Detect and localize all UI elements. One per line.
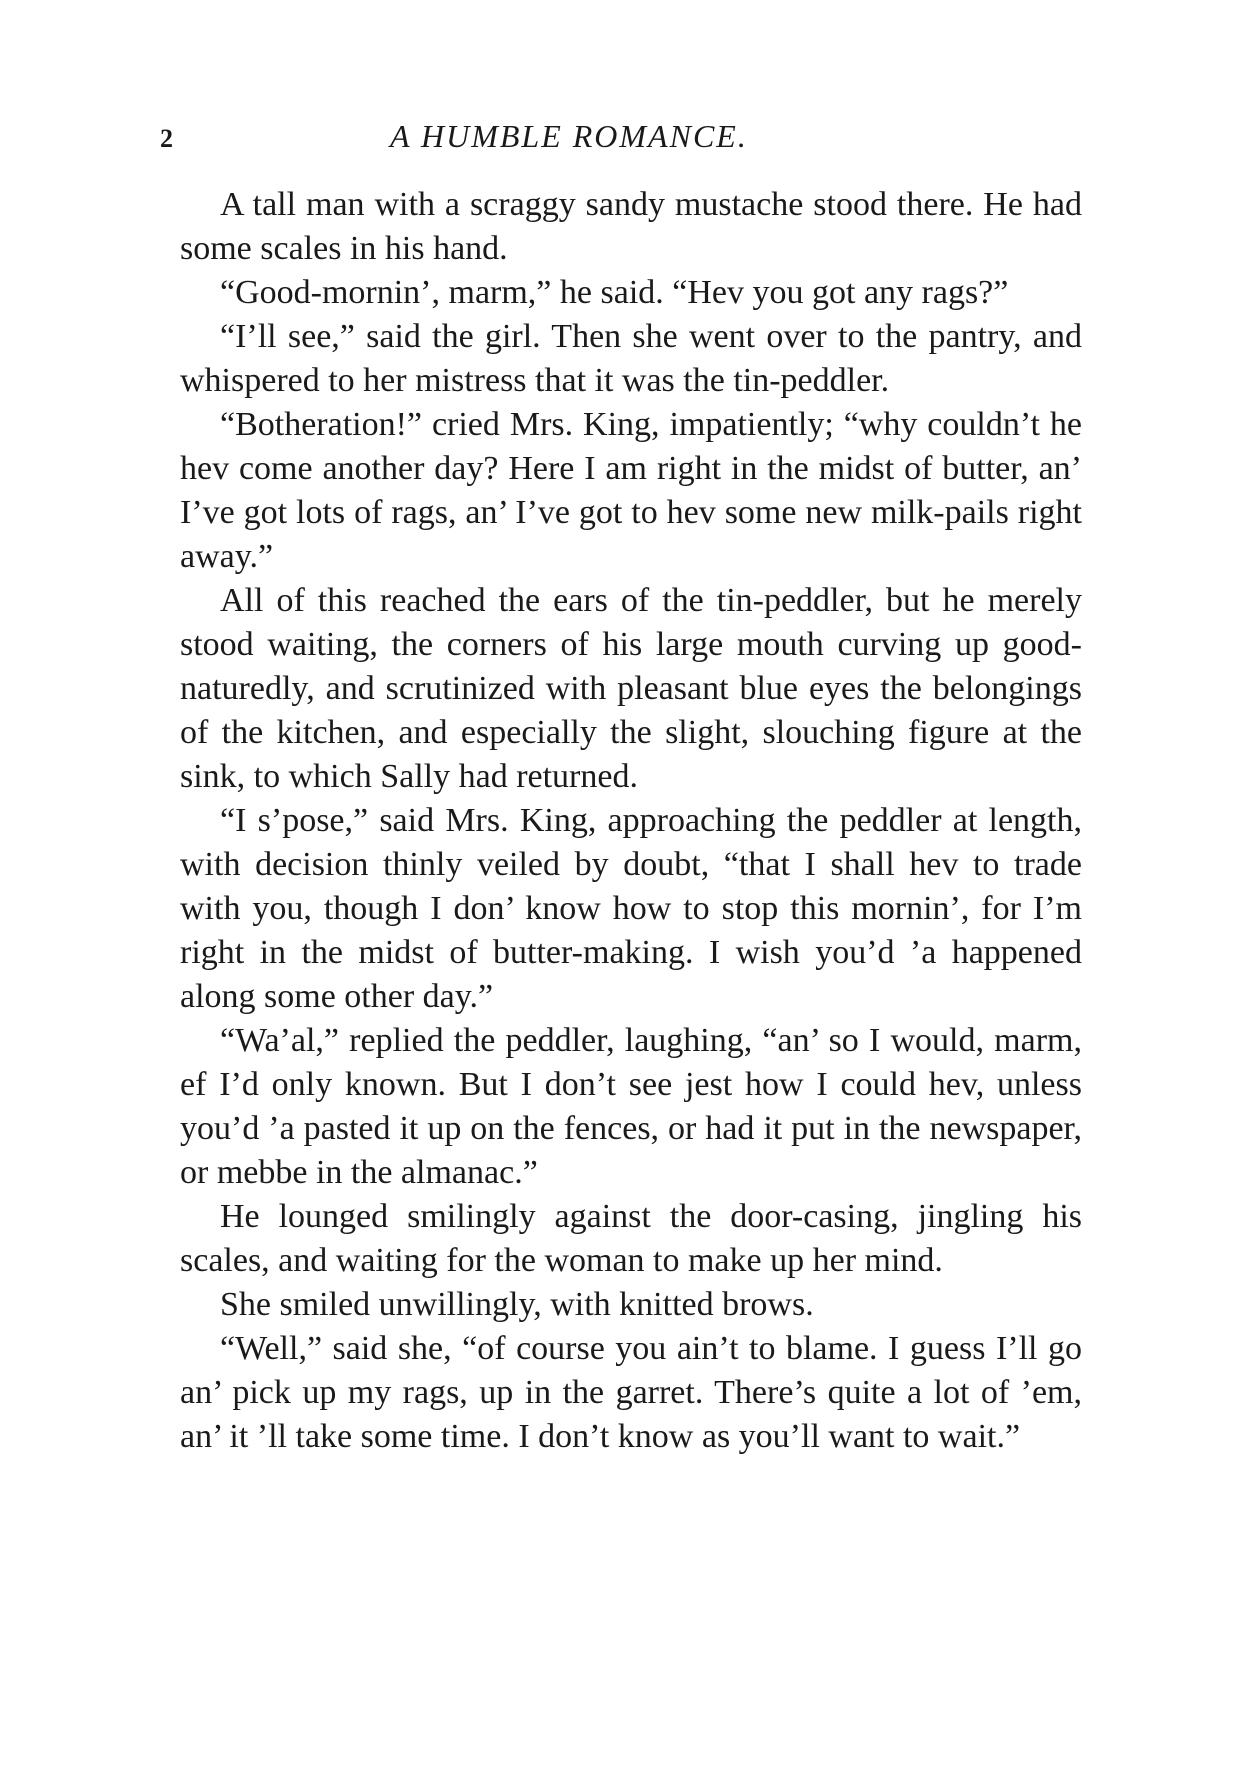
page-number: 2 <box>160 124 173 153</box>
paragraph: “Well,” said she, “of course you ain’t to blame. I guess I’ll go an’ pick up my rags, up in the garret. There’s quite a lot of ’em, an’ it ’ll take some time. I don’t know as you’ll want to wait.” <box>180 1330 1082 1455</box>
paragraph: All of this reached the ears of the tin-peddler, but he merely stood waiting, the corners of his large mouth curving up good-naturedly, and scrutinized with pleasant blue eyes the belongings of the kitchen, and especially the slight, slouching figure at the sink, to which Sally had returned. <box>180 582 1082 795</box>
paragraph: He lounged smilingly against the door-casing, jingling his scales, and waiting for the woman to make up her mind. <box>180 1198 1082 1279</box>
page-header <box>160 118 1080 158</box>
running-title: A HUMBLE ROMANCE. <box>390 118 748 154</box>
paragraph: She smiled unwillingly, with knitted brows. <box>220 1286 814 1323</box>
paragraph: A tall man with a scraggy sandy mustache stood there. He had some scales in his hand. <box>180 186 1082 267</box>
paragraph: “Botheration!” cried Mrs. King, impatiently; “why couldn’t he hev come another day? Here I am right in the midst of butter, an’ I’ve got lots of rags, an’ I’ve got to hev some new milk-pails right away.” <box>180 406 1082 575</box>
body-text <box>180 183 1082 1459</box>
paragraph: “Good-mornin’, marm,” he said. “Hev you got any rags?” <box>220 274 1009 311</box>
paragraph: “Wa’al,” replied the peddler, laughing, “an’ so I would, marm, ef I’d only known. But I don’t see jest how I could hev, unless you’d ’a pasted it up on the fences, or had it put in the newspaper, or mebbe in the almanac.” <box>180 1022 1082 1191</box>
paragraph: “I s’pose,” said Mrs. King, approaching the peddler at length, with decision thinly veiled by doubt, “that I shall hev to trade with you, though I don’ know how to stop this mornin’, for I’m right in the midst of butter-making. I wish you’d ’a happened along some other day.” <box>180 802 1082 1015</box>
paragraph: “I’ll see,” said the girl. Then she went over to the pantry, and whispered to her mistress that it was the tin-peddler. <box>180 318 1082 399</box>
